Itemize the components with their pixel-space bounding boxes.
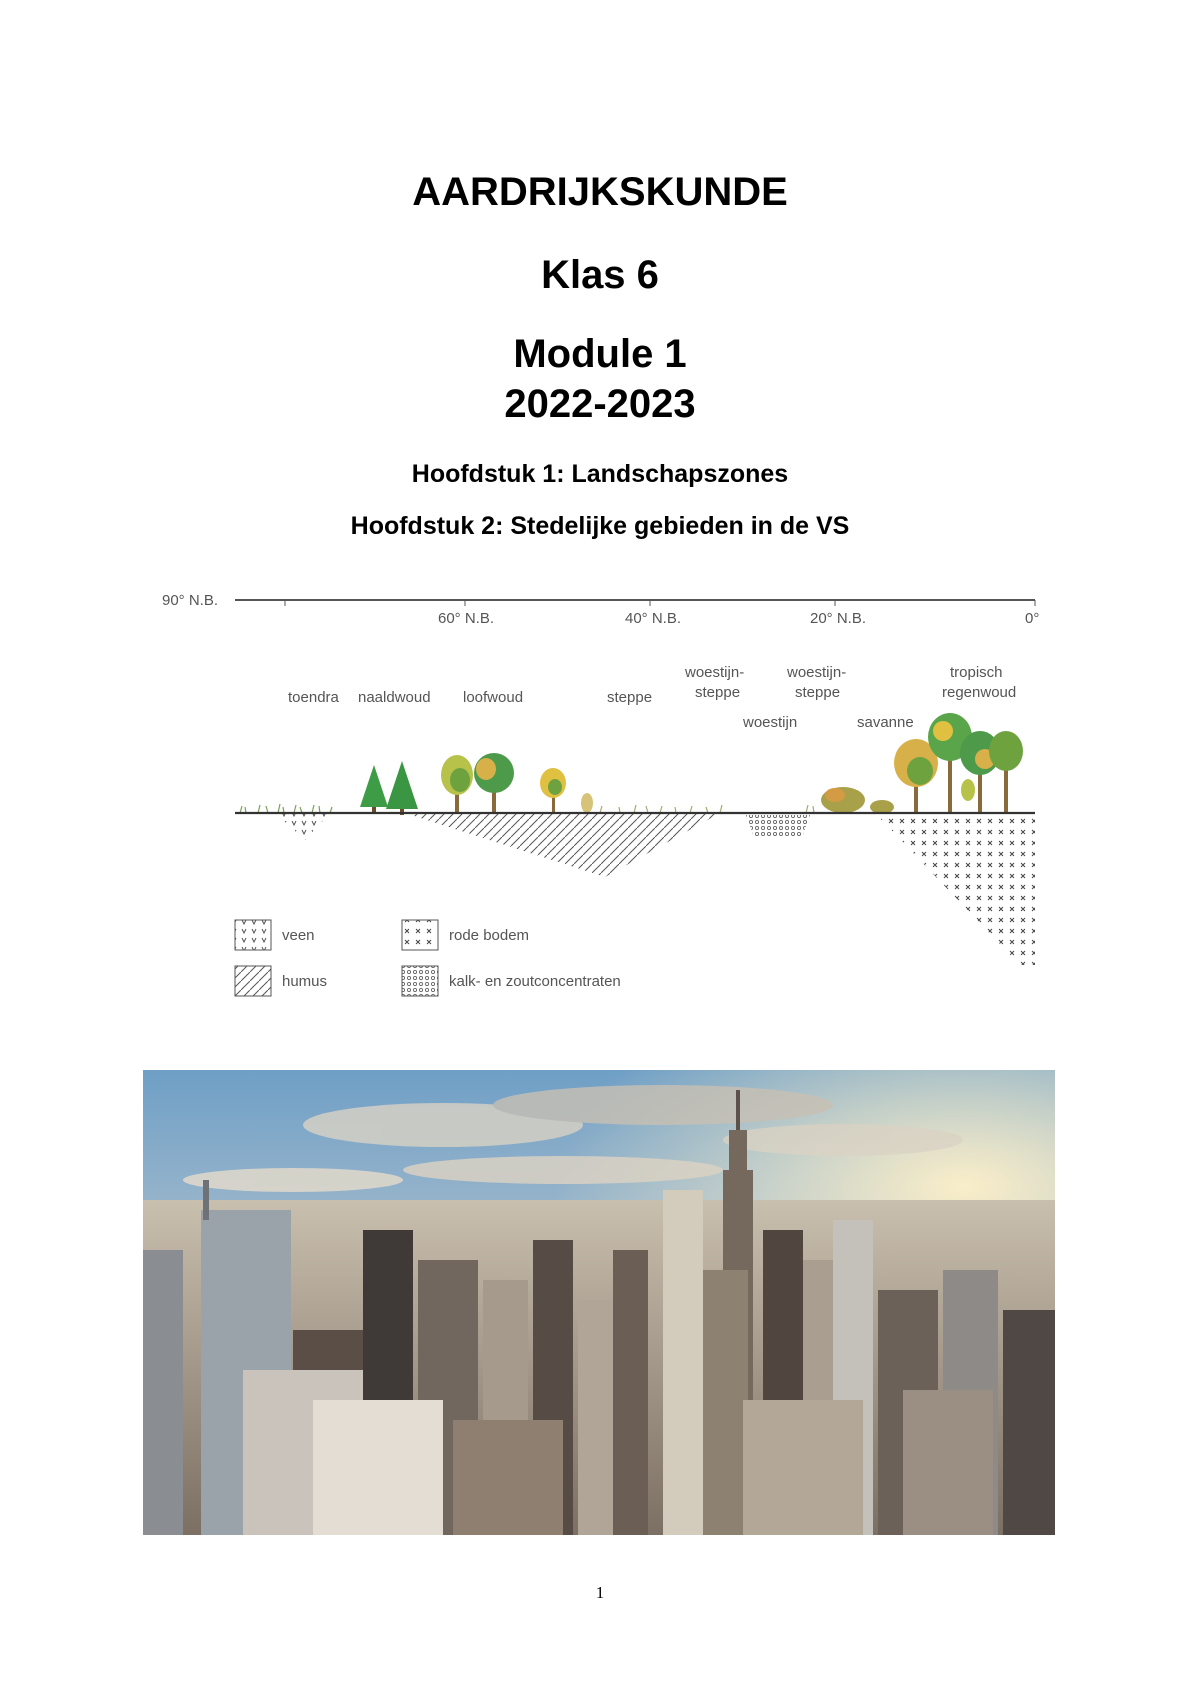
legend-veen: veen [282, 927, 315, 944]
school-year: 2022-2023 [504, 382, 696, 426]
landscape-zones-diagram [160, 585, 1060, 1005]
zone-labels [288, 664, 1016, 731]
zone-naaldwoud: naaldwoud [358, 689, 431, 706]
zone-toendra: toendra [288, 689, 339, 706]
zone-regenwoud-line-1: tropisch [950, 664, 1003, 681]
conifer-trees [360, 761, 418, 815]
soil-veen [275, 813, 330, 840]
class-label: Klas 6 [541, 253, 659, 297]
soil-kalk [746, 815, 810, 837]
label-20-nb: 20° N.B. [810, 610, 867, 627]
soil-legend [235, 920, 621, 996]
steppe-grass [600, 805, 814, 813]
legend-swatch-humus [235, 966, 271, 996]
zone-woestijnsteppe-1-line-1: woestijn- [685, 664, 745, 681]
legend-humus: humus [282, 973, 328, 990]
label-90-nb: 90° N.B. [162, 592, 219, 609]
label-equator: 0° [1025, 610, 1040, 627]
soil-humus [405, 813, 720, 877]
zone-woestijnsteppe-1-line-2: steppe [695, 684, 741, 701]
legend-swatch-rode-bodem [402, 920, 438, 950]
label-60-nb: 60° N.B. [438, 610, 495, 627]
tundra-grass [240, 804, 332, 813]
legend-kalk: kalk- en zoutconcentraten [449, 973, 621, 990]
legend-rode-bodem: rode bodem [449, 927, 530, 944]
deciduous-trees [441, 753, 593, 813]
chapter-2-heading: Hoofdstuk 2: Stedelijke gebieden in de VS [350, 512, 850, 540]
zone-loofwoud: loofwoud [463, 689, 524, 706]
module-label: Module 1 [513, 332, 687, 376]
chapter-1-heading: Hoofdstuk 1: Landschapszones [411, 460, 789, 488]
zone-woestijnsteppe-2-line-1: woestijn- [787, 664, 847, 681]
city-skyline-photo [143, 1070, 1055, 1535]
zone-steppe: steppe [607, 689, 653, 706]
latitude-axis [162, 592, 1039, 627]
document-title: AARDRIJKSKUNDE [412, 170, 788, 214]
zone-savanne: savanne [857, 714, 914, 731]
zone-regenwoud-line-2: regenwoud [942, 684, 1017, 701]
zone-woestijnsteppe-2-line-2: steppe [795, 684, 841, 701]
legend-swatch-kalk [402, 966, 438, 996]
label-40-nb: 40° N.B. [625, 610, 682, 627]
soil-profiles [275, 813, 1035, 965]
zone-woestijn: woestijn [743, 714, 798, 731]
legend-swatch-veen [235, 920, 271, 950]
page-number: 1 [595, 1583, 605, 1602]
soil-rode-bodem [875, 813, 1035, 965]
savanna-shrubs [821, 787, 894, 814]
